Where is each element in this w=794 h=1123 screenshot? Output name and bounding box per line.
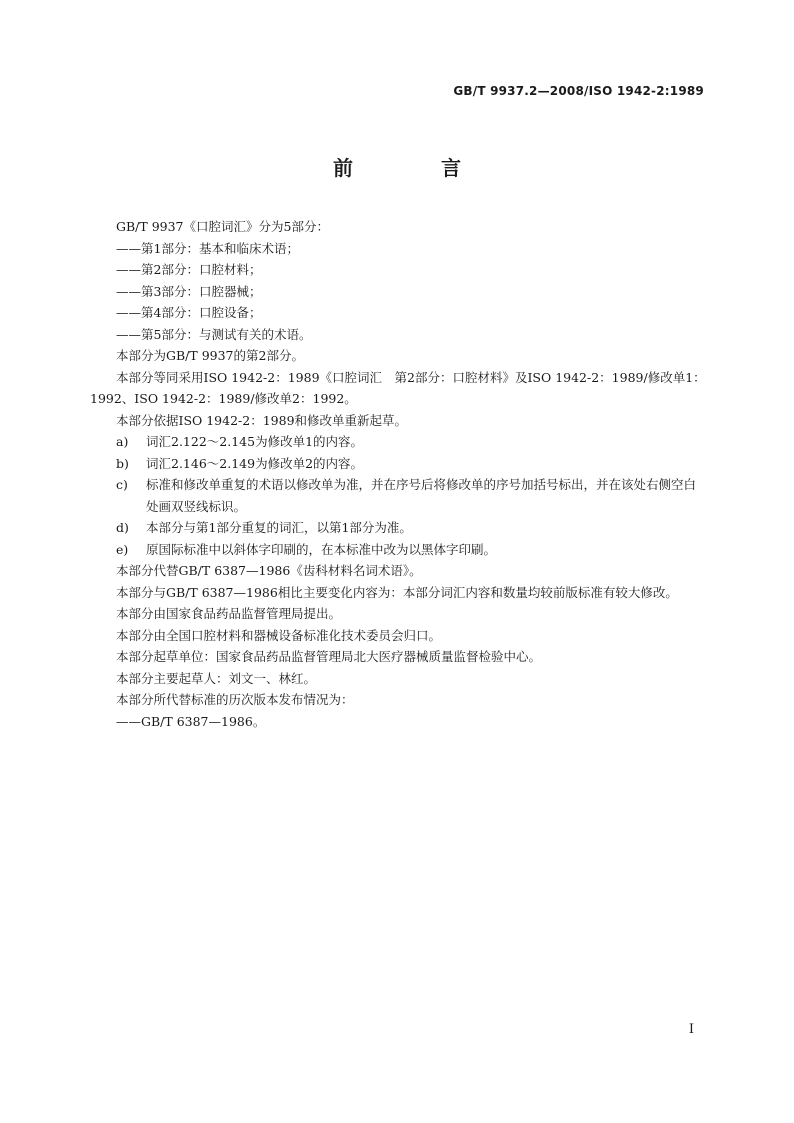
list-item-text: 标准和修改单重复的术语以修改单为准，并在序号后将修改单的序号加括号标出，并在该处右侧空白处画双竖线标识。	[146, 477, 697, 514]
paragraph: GB/T 9937《口腔词汇》分为5部分：	[116, 219, 329, 234]
paragraph: 本部分代替GB/T 6387—1986《齿科材料名词术语》。	[116, 563, 422, 578]
list-item-text: 原国际标准中以斜体字印刷的，在本标准中改为以黑体字印刷。	[146, 541, 497, 557]
paragraph: 本部分为GB/T 9937的第2部分。	[116, 348, 304, 363]
list-item	[90, 517, 706, 539]
paragraph: ——第2部分：口腔材料；	[116, 262, 262, 277]
page-title: 前 言	[333, 156, 495, 180]
list-item-text: 词汇2.146～2.149为修改单2的内容。	[146, 455, 364, 471]
standard-code: GB/T 9937.2—2008/ISO 1942-2:1989	[453, 84, 704, 98]
paragraph: 本部分等同采用ISO 1942-2：1989《口腔词汇 第2部分：口腔材料》及ISO 1942-2：1989/修改单1：1992、ISO 1942-2：1989/修改单2：1992。	[90, 369, 706, 406]
paragraph: ——GB/T 6387—1986。	[116, 713, 266, 729]
list-item-label: b)	[116, 455, 129, 471]
paragraph: 本部分依据ISO 1942-2：1989和修改单重新起草。	[116, 412, 408, 428]
list-item-label: d)	[116, 520, 129, 535]
list-item	[90, 539, 706, 561]
paragraph: 本部分所代替标准的历次版本发布情况为：	[116, 692, 354, 707]
document-body	[90, 216, 706, 732]
paragraph: ——第3部分：口腔器械；	[116, 283, 262, 299]
paragraph: ——第4部分：口腔设备；	[116, 305, 262, 320]
paragraph: ——第1部分：基本和临床术语；	[116, 240, 299, 256]
list-item-text: 本部分与第1部分重复的词汇，以第1部分为准。	[146, 520, 412, 535]
list-item-label: a)	[116, 434, 129, 449]
list-item	[90, 474, 706, 517]
list-item-label: e)	[116, 541, 129, 557]
list-item	[90, 453, 706, 475]
list-item-text: 词汇2.122～2.145为修改单1的内容。	[146, 434, 364, 449]
list-item-label: c)	[116, 477, 128, 492]
paragraph: 本部分起草单位：国家食品药品监督管理局北大医疗器械质量监督检验中心。	[116, 649, 542, 664]
paragraph: 本部分由全国口腔材料和器械设备标准化技术委员会归口。	[116, 627, 442, 643]
paragraph: 本部分主要起草人：刘文一、林红。	[116, 670, 317, 686]
list-item	[90, 431, 706, 453]
paragraph: 本部分由国家食品药品监督管理局提出。	[116, 606, 342, 621]
page-number: I	[688, 1022, 694, 1037]
paragraph: 本部分与GB/T 6387—1986相比主要变化内容为：本部分词汇内容和数量均较前版标准有较大修改。	[116, 584, 678, 600]
paragraph: ——第5部分：与测试有关的术语。	[116, 326, 312, 342]
